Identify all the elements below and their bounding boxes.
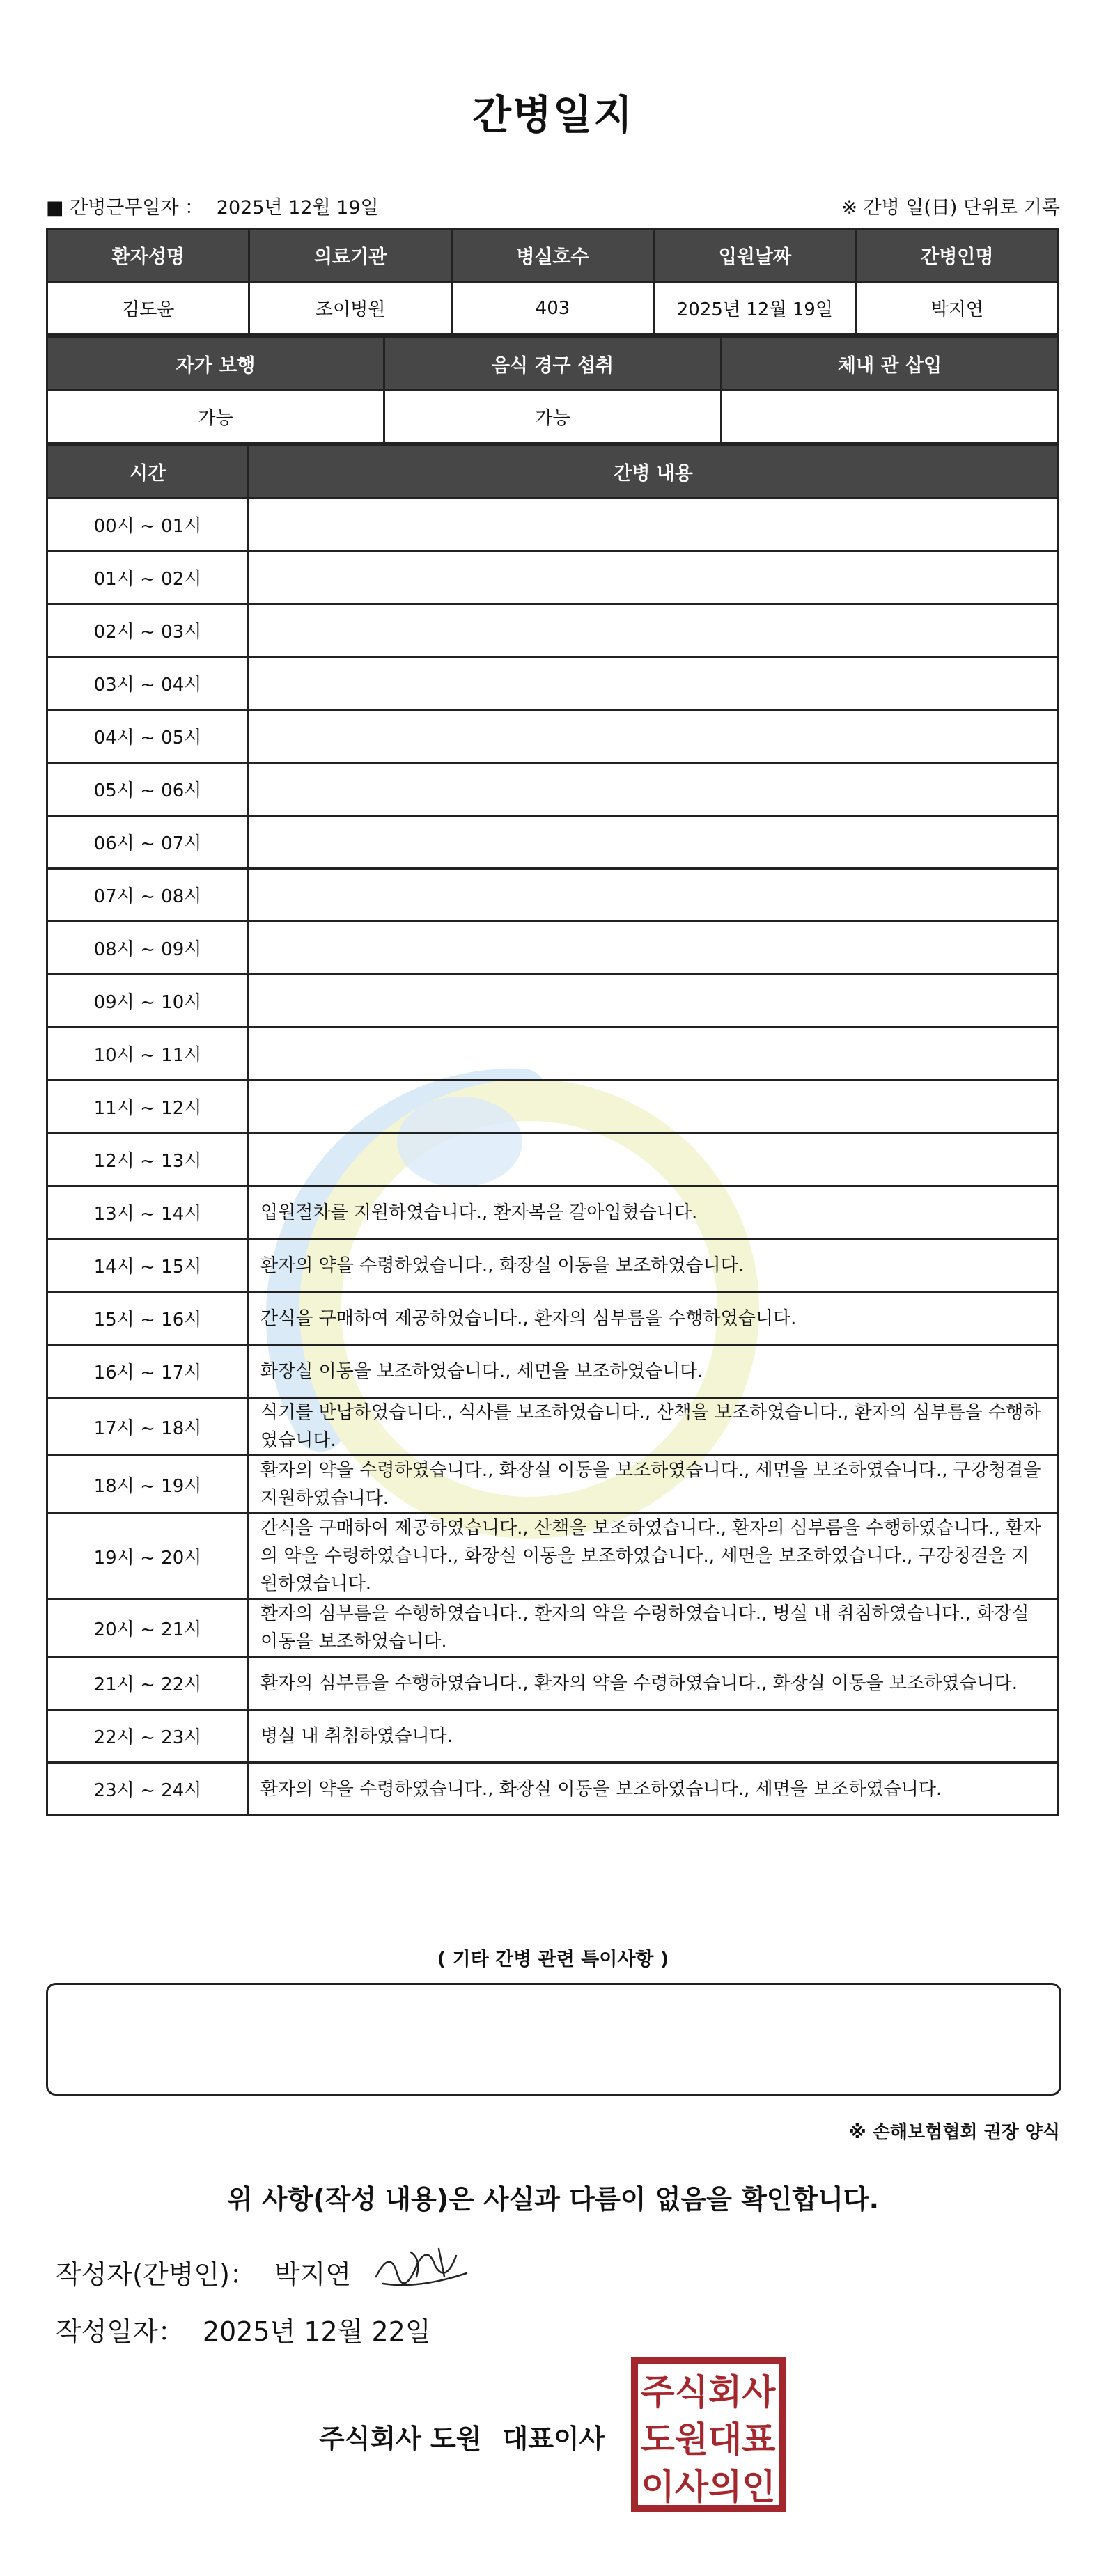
log-time: 05시 ~ 06시 [47, 763, 249, 816]
table-row [47, 1710, 1059, 1763]
table-row [47, 763, 1059, 816]
log-time: 15시 ~ 16시 [47, 1292, 249, 1345]
header-patient-name: 환자성명 [47, 229, 249, 282]
log-content: 환자의 심부름을 수행하였습니다., 환자의 약을 수령하였습니다., 화장실 이동을 보조하였습니다. [249, 1657, 1059, 1710]
written-date-line [56, 2310, 431, 2348]
log-time: 06시 ~ 07시 [47, 816, 249, 869]
log-time: 01시 ~ 02시 [47, 551, 249, 604]
header-caregiver: 간병인명 [856, 229, 1058, 282]
log-content [249, 975, 1059, 1028]
table-row [47, 498, 1059, 551]
log-time: 22시 ~ 23시 [47, 1710, 249, 1763]
table-row [47, 1514, 1059, 1599]
care-log-table [46, 444, 1059, 1816]
caregiver-name: 박지연 [856, 282, 1058, 335]
table-row [47, 1186, 1059, 1239]
hospital-name: 조이병원 [249, 282, 451, 335]
header-hospital: 의료기관 [249, 229, 451, 282]
admit-date: 2025년 12월 19일 [654, 282, 856, 335]
written-date-label: 작성일자： [56, 2316, 185, 2347]
log-content [249, 1133, 1059, 1186]
oral-intake-status: 가능 [384, 391, 722, 443]
table-row [47, 1239, 1059, 1292]
log-content: 간식을 구매하여 제공하였습니다., 환자의 심부름을 수행하였습니다. [249, 1292, 1059, 1345]
log-time: 08시 ~ 09시 [47, 922, 249, 975]
log-content: 입원절차를 지원하였습니다., 환자복을 갈아입혔습니다. [249, 1186, 1059, 1239]
log-time: 09시 ~ 10시 [47, 975, 249, 1028]
log-time: 02시 ~ 03시 [47, 604, 249, 657]
log-content [249, 657, 1059, 710]
work-date-value: 2025년 12월 19일 [216, 197, 379, 219]
log-time: 20시 ~ 21시 [47, 1599, 249, 1657]
header-walking: 자가 보행 [47, 338, 384, 391]
log-time: 03시 ~ 04시 [47, 657, 249, 710]
log-time: 21시 ~ 22시 [47, 1657, 249, 1710]
table-row [47, 1657, 1059, 1710]
log-time: 10시 ~ 11시 [47, 1028, 249, 1081]
work-date-label: ■ 간병근무일자 ： [46, 197, 204, 219]
table-row [47, 1292, 1059, 1345]
company-rep-title: 대표이사 [502, 2424, 605, 2454]
table-row [47, 1028, 1059, 1081]
room-number: 403 [451, 282, 653, 335]
table-row [47, 604, 1059, 657]
header-room: 병실호수 [451, 229, 653, 282]
seal-line-3: 이사의인 [641, 2467, 776, 2507]
header-tube: 체내 관 삽입 [722, 338, 1059, 391]
log-content [249, 763, 1059, 816]
table-row [47, 1763, 1059, 1816]
log-content [249, 816, 1059, 869]
log-content: 환자의 약을 수령하였습니다., 화장실 이동을 보조하였습니다., 세면을 보조하였습니다., 구강청결을 지원하였습니다. [249, 1456, 1059, 1514]
table-row [47, 1456, 1059, 1514]
table-row [47, 1599, 1059, 1657]
record-note: ※ 간병 일(日) 단위로 기록 [841, 197, 1060, 219]
log-content [249, 869, 1059, 922]
walking-status: 가능 [47, 391, 384, 443]
log-time: 13시 ~ 14시 [47, 1186, 249, 1239]
notes-box[interactable] [46, 1983, 1061, 2096]
log-content: 환자의 심부름을 수행하였습니다., 환자의 약을 수령하였습니다., 병실 내 취침하였습니다., 화장실 이동을 보조하였습니다. [249, 1599, 1059, 1657]
log-content: 환자의 약을 수령하였습니다., 화장실 이동을 보조하였습니다., 세면을 보조하였습니다. [249, 1763, 1059, 1816]
table-row [47, 710, 1059, 763]
log-content: 환자의 약을 수령하였습니다., 화장실 이동을 보조하였습니다. [249, 1239, 1059, 1292]
header-admit-date: 입원날짜 [654, 229, 856, 282]
table-row [47, 551, 1059, 604]
company-seal-icon [630, 2357, 786, 2513]
writer-line [56, 2253, 351, 2291]
log-content [249, 710, 1059, 763]
log-content [249, 498, 1059, 551]
log-time: 14시 ~ 15시 [47, 1239, 249, 1292]
log-content: 식기를 반납하였습니다., 식사를 보조하였습니다., 산책을 보조하였습니다., 환자의 심부름을 수행하였습니다. [249, 1398, 1059, 1456]
signature-icon [369, 2235, 474, 2298]
company-line [319, 2417, 605, 2456]
table-row [47, 975, 1059, 1028]
notes-label: ( 기타 간병 관련 특이사항 ) [437, 1949, 669, 1970]
writer-name: 박지연 [274, 2259, 352, 2290]
confirmation-statement: 위 사항(작성 내용)은 사실과 다름이 없음을 확인합니다. [226, 2184, 880, 2215]
log-content: 병실 내 취침하였습니다. [249, 1710, 1059, 1763]
table-row [47, 1081, 1059, 1133]
form-note: ※ 손해보험협회 권장 양식 [848, 2122, 1060, 2143]
table-row [47, 1398, 1059, 1456]
table-row [47, 1133, 1059, 1186]
log-time: 04시 ~ 05시 [47, 710, 249, 763]
seal-line-2: 도원대표 [641, 2419, 776, 2460]
log-time: 18시 ~ 19시 [47, 1456, 249, 1514]
log-content: 간식을 구매하여 제공하였습니다., 산책을 보조하였습니다., 환자의 심부름을 수행하였습니다., 환자의 약을 수령하였습니다., 화장실 이동을 보조하였습니다., 세면을 보조하였습니다., 구강청결을 지원하였습니다. [249, 1514, 1059, 1599]
patient-status-table [46, 336, 1059, 444]
log-time: 07시 ~ 08시 [47, 869, 249, 922]
header-care-content: 간병 내용 [249, 446, 1059, 498]
log-content [249, 604, 1059, 657]
seal-line-1: 주식회사 [641, 2372, 776, 2412]
patient-name: 김도윤 [47, 282, 249, 335]
log-time: 17시 ~ 18시 [47, 1398, 249, 1456]
header-time: 시간 [47, 446, 249, 498]
page-title: 간병일지 [472, 91, 634, 139]
log-content [249, 1028, 1059, 1081]
log-time: 19시 ~ 20시 [47, 1514, 249, 1599]
written-date-value: 2025년 12월 22일 [202, 2316, 431, 2347]
log-time: 23시 ~ 24시 [47, 1763, 249, 1816]
table-row [47, 657, 1059, 710]
log-time: 00시 ~ 01시 [47, 498, 249, 551]
work-date [46, 192, 379, 219]
table-row [47, 1345, 1059, 1398]
log-time: 11시 ~ 12시 [47, 1081, 249, 1133]
log-time: 16시 ~ 17시 [47, 1345, 249, 1398]
table-row [47, 869, 1059, 922]
log-content: 화장실 이동을 보조하였습니다., 세면을 보조하였습니다. [249, 1345, 1059, 1398]
writer-label: 작성자(간병인)： [56, 2259, 256, 2290]
log-content [249, 1081, 1059, 1133]
header-oral-intake: 음식 경구 섭취 [384, 338, 722, 391]
log-content [249, 922, 1059, 975]
patient-info-table [46, 228, 1059, 336]
log-content [249, 551, 1059, 604]
tube-status [722, 391, 1059, 443]
table-row [47, 922, 1059, 975]
log-time: 12시 ~ 13시 [47, 1133, 249, 1186]
company-name: 주식회사 도원 [319, 2424, 482, 2454]
table-row [47, 816, 1059, 869]
